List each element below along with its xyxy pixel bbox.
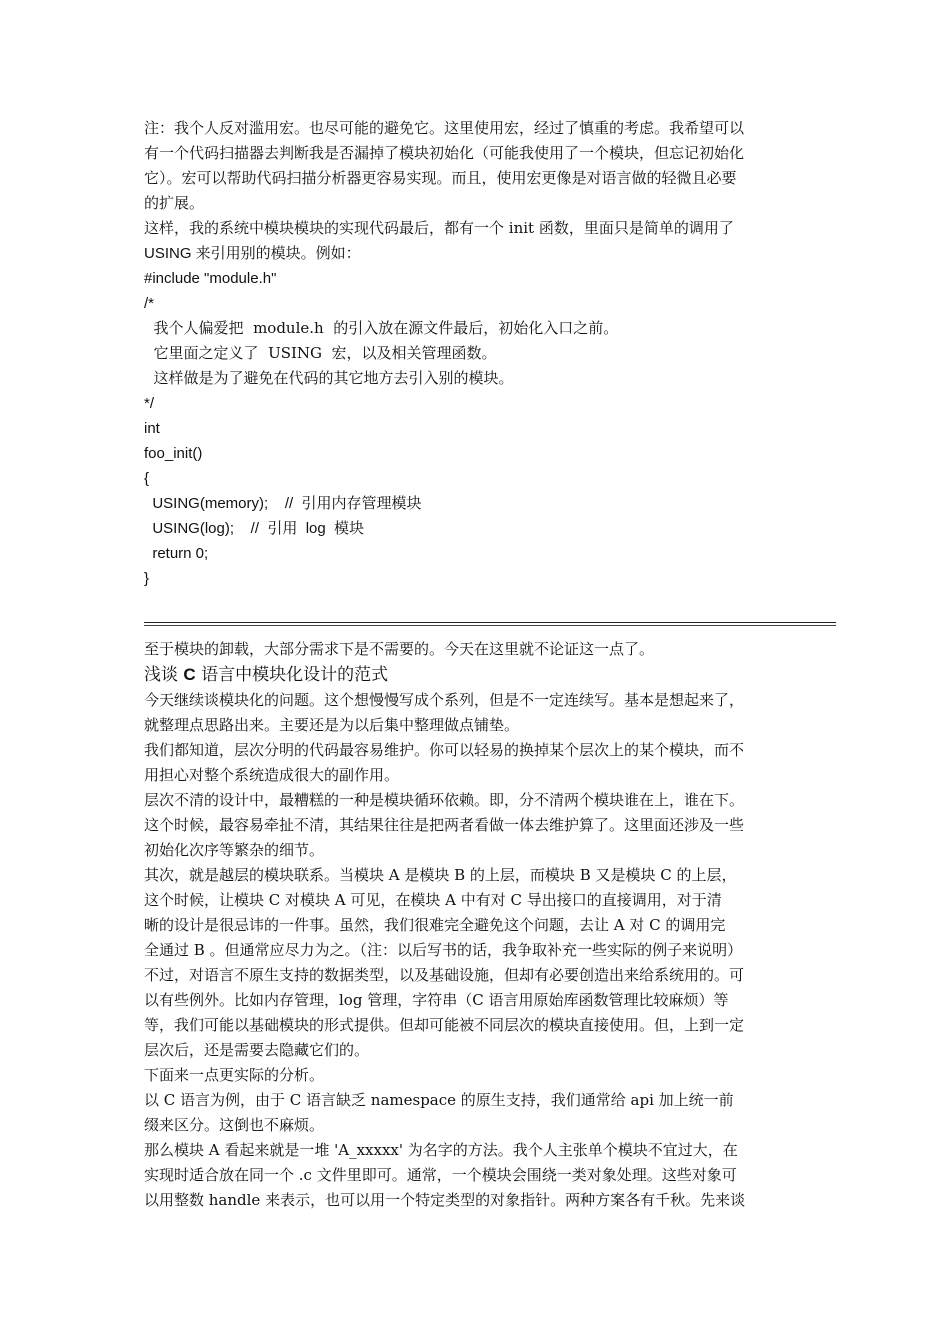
paragraph-line: 用担心对整个系统造成很大的副作用。 — [144, 766, 400, 784]
code-line: } — [144, 570, 150, 587]
paragraph-line: 层次不清的设计中，最糟糕的一种是模块循环依赖。即，分不清两个模块谁在上，谁在下。 — [144, 791, 745, 809]
code-line: #include "module.h" — [144, 270, 277, 287]
paragraph-line: 下面来一点更实际的分析。 — [144, 1066, 325, 1084]
paragraph-line: 以 C 语言为例，由于 C 语言缺乏 namespace 的原生支持，我们通常给 api 加上统一前 — [144, 1091, 734, 1109]
paragraph-line: 那么模块 A 看起来就是一堆 'A_xxxxx' 为名字的方法。我个人主张单个模块不宜过大，在 — [144, 1141, 738, 1159]
code-line: 我个人偏爱把 module.h 的引入放在源文件最后，初始化入口之前。 — [144, 319, 619, 337]
paragraph-line: 不过，对语言不原生支持的数据类型，以及基础设施，但却有必要创造出来给系统用的。可 — [144, 966, 745, 984]
paragraph-line: 实现时适合放在同一个 .c 文件里即可。通常，一个模块会围绕一类对象处理。这些对象可 — [144, 1166, 737, 1184]
article-heading — [144, 662, 808, 688]
paragraph-line: 就整理点思路出来。主要还是为以后集中整理做点铺垫。 — [144, 716, 520, 734]
section-divider — [144, 622, 836, 623]
heading-bold: C — [183, 665, 196, 684]
article-section — [144, 637, 808, 1213]
heading-suffix: 语言中模块化设计的范式 — [195, 665, 389, 685]
code-line: */ — [144, 395, 155, 412]
paragraph-line: 有一个代码扫描器去判断我是否漏掉了模块初始化（可能我使用了一个模块，但忘记初始化 — [144, 144, 745, 162]
paragraph-line: 其次，就是越层的模块联系。当模块 A 是模块 B 的上层，而模块 B 又是模块 C 的上层， — [144, 866, 737, 884]
paragraph-line: 等，我们可能以基础模块的形式提供。但却可能被不同层次的模块直接使用。但，上到一定 — [144, 1016, 745, 1034]
note-section — [144, 116, 808, 591]
code-line: USING(memory); // 引用内存管理模块 — [144, 495, 422, 512]
code-line: /* — [144, 295, 155, 312]
paragraph-line: 初始化次序等繁杂的细节。 — [144, 841, 325, 859]
paragraph-line: 全通过 B 。但通常应尽力为之。（注：以后写书的话，我争取补充一些实际的例子来说明） — [144, 941, 743, 959]
code-line: int — [144, 420, 160, 437]
code-line: 这样做是为了避免在代码的其它地方去引入别的模块。 — [144, 369, 514, 387]
paragraph-line: USING 来引用别的模块。例如： — [144, 245, 361, 262]
code-line: return 0; — [144, 545, 209, 562]
paragraph-line: 缀来区分。这倒也不麻烦。 — [144, 1116, 325, 1134]
paragraph-line: 注：我个人反对滥用宏。也尽可能的避免它。这里使用宏，经过了慎重的考虑。我希望可以 — [144, 119, 745, 137]
paragraph-line: 以有些例外。比如内存管理，log 管理，字符串（C 语言用原始库函数管理比较麻烦）等 — [144, 991, 729, 1009]
paragraph-line: 今天继续谈模块化的问题。这个想慢慢写成个系列，但是不一定连续写。基本是想起来了， — [144, 691, 745, 709]
paragraph-line: 晰的设计是很忌讳的一件事。虽然，我们很难完全避免这个问题，去让 A 对 C 的调用完 — [144, 916, 726, 934]
paragraph-line: 我们都知道，层次分明的代码最容易维护。你可以轻易的换掉某个层次上的某个模块，而不 — [144, 741, 745, 759]
heading-prefix: 浅谈 — [144, 665, 184, 685]
paragraph-line: 这样，我的系统中模块模块的实现代码最后，都有一个 init 函数，里面只是简单的调用了 — [144, 219, 734, 237]
code-line: foo_init() — [144, 445, 203, 462]
intro-line: 至于模块的卸载，大部分需求下是不需要的。今天在这里就不论证这一点了。 — [144, 640, 655, 658]
paragraph-line: 层次后，还是需要去隐藏它们的。 — [144, 1041, 370, 1059]
paragraph-line: 它）。宏可以帮助代码扫描分析器更容易实现。而且，使用宏更像是对语言做的轻微且必要 — [144, 169, 737, 187]
paragraph-line: 以用整数 handle 来表示，也可以用一个特定类型的对象指针。两种方案各有千秋。先来谈 — [144, 1191, 746, 1209]
paragraph-line: 这个时候，最容易牵扯不清，其结果往往是把两者看做一体去维护算了。这里面还涉及一些 — [144, 816, 745, 834]
code-line: { — [144, 470, 150, 487]
code-block — [144, 266, 808, 591]
paragraph-line: 这个时候，让模块 C 对模块 A 可见，在模块 A 中有对 C 导出接口的直接调用，对于清 — [144, 891, 722, 909]
paragraph-line: 的扩展。 — [144, 194, 205, 212]
code-line: 它里面之定义了 USING 宏，以及相关管理函数。 — [144, 344, 497, 362]
code-line: USING(log); // 引用 log 模块 — [144, 520, 365, 537]
